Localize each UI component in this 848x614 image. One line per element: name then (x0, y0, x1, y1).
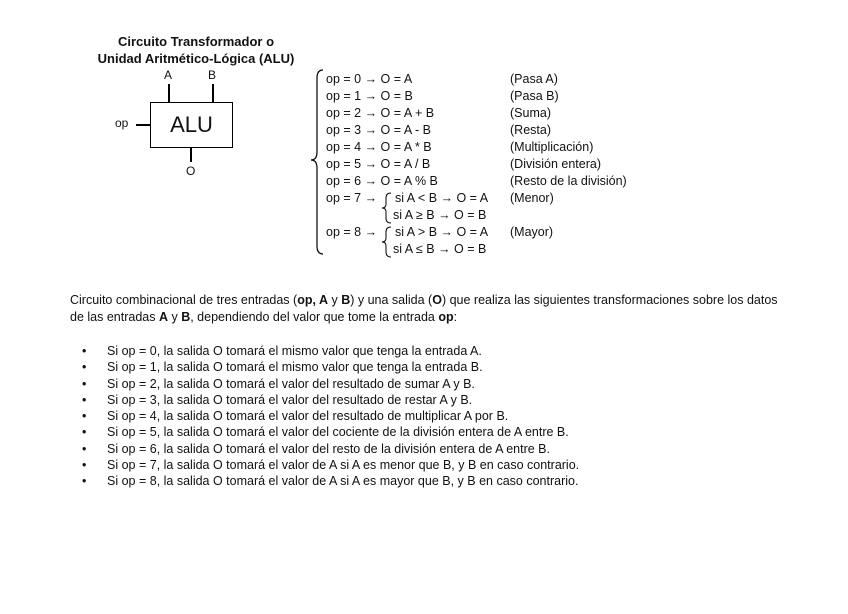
bullet-icon: • (82, 441, 87, 456)
para-bold-b2: B (181, 310, 191, 324)
para-text-1: Circuito combinacional de tres entradas ( (70, 293, 298, 307)
para-bold-op: op (438, 310, 454, 324)
para-bold-a: A (158, 310, 168, 324)
list-item-text: Si op = 1, la salida O tomará el mismo valor que tenga la entrada B. (107, 360, 483, 375)
list-item-text: Si op = 2, la salida O tomará el valor del resultado de sumar A y B. (107, 376, 475, 391)
bullet-icon: • (82, 409, 87, 424)
alu-block-label: ALU (170, 112, 213, 137)
op-row-6-expr: op = 6 → O = A % B (326, 174, 438, 188)
list-item-text: Si op = 3, la salida O tomará el valor del resultado de restar A y B. (107, 392, 473, 407)
bullet-icon: • (82, 474, 87, 489)
op-row-7-expr: op = 7 → (326, 191, 378, 205)
list-item-text: Si op = 5, la salida O tomará el valor del cociente de la división entera de A entre B. (107, 425, 569, 440)
input-a-wire (168, 84, 170, 102)
alu-block (150, 102, 233, 148)
op-row-4-desc: (Multiplicación) (510, 140, 594, 154)
op-row-7-desc: (Menor) (510, 191, 554, 205)
op-row-1-desc: (Pasa B) (510, 89, 559, 103)
op-row-8-expr: op = 8 → (326, 225, 378, 239)
para-bold-b: B (341, 293, 351, 307)
bullet-icon: • (82, 344, 87, 358)
diagram-title-line2: Unidad Aritmético-Lógica (ALU) (97, 51, 295, 66)
list-item (70, 473, 579, 489)
op-row-5-desc: (División entera) (510, 157, 602, 171)
operations-brace (306, 68, 326, 256)
bullet-icon: • (82, 458, 87, 473)
input-op-label: op (115, 116, 129, 130)
input-b-label: B (208, 68, 217, 82)
bullet-icon: • (82, 425, 87, 440)
op-row-8-case1: si A > B → O = A (395, 225, 489, 239)
para-bold-op-a: op, A (297, 293, 328, 307)
list-item (70, 424, 579, 440)
para-text-7: : (453, 310, 458, 324)
op-row-1-expr: op = 1 → O = B (326, 89, 413, 103)
output-o-wire (190, 148, 192, 162)
op-row-5-expr: op = 5 → O = A / B (326, 157, 431, 171)
bullet-icon: • (82, 392, 87, 407)
op-row-8-desc: (Mayor) (510, 225, 554, 239)
op-row-7-case1: si A < B → O = A (395, 191, 489, 205)
rules-list (70, 343, 579, 490)
list-item (70, 343, 579, 359)
para-text-5: y (167, 310, 182, 324)
list-item-text: Si op = 8, la salida O tomará el valor de A si A es mayor que B, y B en caso contrario. (107, 474, 579, 489)
list-item (70, 392, 579, 408)
list-item-text: Si op = 0, la salida O tomará el mismo valor que tenga la entrada A. (107, 344, 482, 358)
list-item-text: Si op = 4, la salida O tomará el valor del resultado de multiplicar A por B. (107, 409, 509, 424)
op-row-0-expr: op = 0 → O = A (326, 72, 413, 86)
para-text-3: ) y una salida ( (350, 293, 433, 307)
para-text-6: , dependiendo del valor que tome la entrada (190, 310, 439, 324)
diagram-title-line1: Circuito Transformador o (117, 34, 275, 49)
op-row-7-case2: si A ≥ B → O = B (393, 208, 487, 222)
output-o-label: O (186, 164, 196, 178)
input-b-wire (212, 84, 214, 102)
op-row-8-case2: si A ≤ B → O = B (393, 242, 487, 256)
list-item-text: Si op = 6, la salida O tomará el valor del resto de la división entera de A entre B. (107, 441, 550, 456)
description-paragraph (70, 292, 790, 326)
input-op-wire (136, 124, 150, 126)
op-row-2-expr: op = 2 → O = A + B (326, 106, 435, 120)
bullet-icon: • (82, 376, 87, 391)
op-row-0-desc: (Pasa A) (510, 72, 558, 86)
op-row-4-expr: op = 4 → O = A * B (326, 140, 432, 154)
list-item (70, 376, 579, 392)
op-row-2-desc: (Suma) (510, 106, 551, 120)
bullet-icon: • (82, 360, 87, 375)
para-text-2: y (327, 293, 342, 307)
list-item (70, 441, 579, 457)
list-item (70, 359, 579, 375)
op-row-6-desc: (Resto de la división) (510, 174, 627, 188)
op-row-3-desc: (Resta) (510, 123, 551, 137)
op-row-7-brace (381, 192, 393, 224)
list-item (70, 457, 579, 473)
list-item (70, 408, 579, 424)
para-bold-o: O (432, 293, 442, 307)
op-row-3-expr: op = 3 → O = A - B (326, 123, 431, 137)
para-text-4: ) que realiza las siguientes transformaciones sobre los datos de las entradas (70, 293, 778, 324)
list-item-text: Si op = 7, la salida O tomará el valor de A si A es menor que B, y B en caso contrario. (107, 458, 580, 473)
input-a-label: A (164, 68, 173, 82)
op-row-8-brace (381, 226, 393, 258)
